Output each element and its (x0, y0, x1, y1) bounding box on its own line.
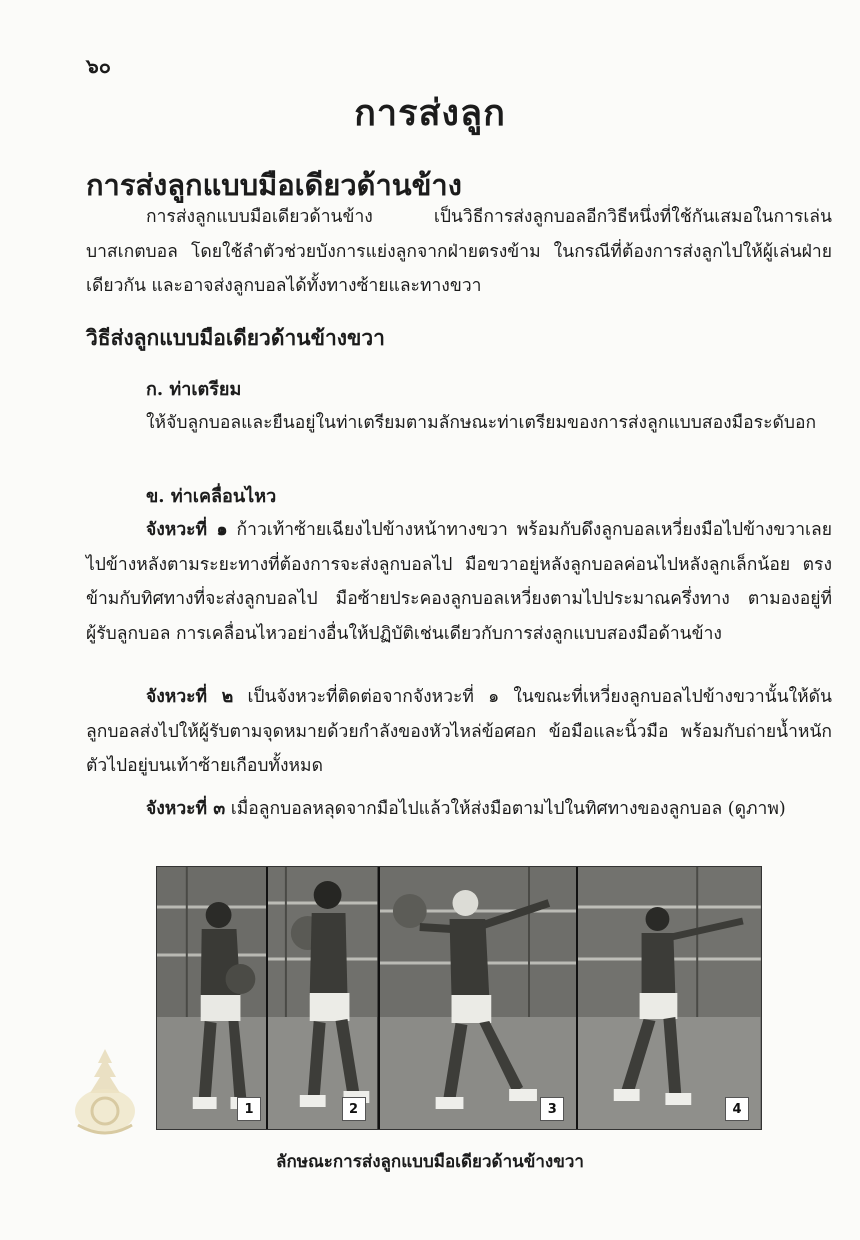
sub-heading: วิธีส่งลูกแบบมือเดียวด้านข้างขวา (86, 325, 385, 350)
photo-number-3: 3 (540, 1097, 564, 1121)
watermark-seal-icon (68, 1045, 142, 1137)
photo-number-4: 4 (725, 1097, 749, 1121)
beat-1-paragraph (86, 513, 832, 651)
photo-number-2: 2 (342, 1097, 366, 1121)
player-photo-1 (157, 867, 266, 1129)
beat-1-label: จังหวะที่ ๑ (146, 520, 228, 540)
photo-panel-1 (157, 867, 268, 1129)
page-title: การส่งลูก (354, 92, 506, 134)
beat-2-text: เป็นจังหวะที่ติดต่อจากจังหวะที่ ๑ ในขณะที่เหวี่ยงลูกบอลไปข้างขวานั้นให้ดันลูกบอลส่งไปให้ผู้รับตามจุดหมายด้วยกำลังของหัวไหล่ข้อศอก ข้อมือและนิ้วมือ พร้อมกับถ่ายน้ำหนักตัวไปอยู่บนเท้าซ้ายเกือบทั้งหมด (86, 687, 832, 776)
player-photo-4 (578, 867, 761, 1129)
photo-panel-2 (268, 867, 379, 1129)
section-heading: การส่งลูกแบบมือเดียวด้านข้าง (86, 168, 462, 202)
beat-2-label: จังหวะที่ ๒ (146, 687, 234, 707)
photo-panel-4 (578, 867, 761, 1129)
player-photo-3 (380, 867, 577, 1129)
photo-number-1: 1 (237, 1097, 261, 1121)
prep-heading: ก. ท่าเตรียม (146, 379, 242, 400)
player-photo-2 (268, 867, 377, 1129)
movement-heading: ข. ท่าเคลื่อนไหว (146, 486, 277, 507)
photo-panel-3 (380, 867, 579, 1129)
beat-3-label: จังหวะที่ ๓ (146, 799, 226, 819)
beat-2-paragraph (86, 680, 832, 784)
beat-1-text: ก้าวเท้าซ้ายเฉียงไปข้างหน้าทางขวา พร้อมกับดึงลูกบอลเหวี่ยงมือไปข้างขวาเลยไปข้างหลังตามระยะทางที่ต้องการจะส่งลูกบอลไป มือขวาอยู่หลังลูกบอลค่อนไปหลังลูกเล็กน้อย ตรงข้ามกับทิศทางที่จะส่งลูกบอลไป มือซ้ายประคองลูกบอลเหวี่ยงตามไปประมาณครึ่งทาง ตามองอยู่ที่ผู้รับลูกบอล การเคลื่อนไหวอย่างอื่นให้ปฏิบัติเช่นเดียวกับการส่งลูกแบบสองมือด้านข้าง (86, 520, 832, 644)
beat-3-text: เมื่อลูกบอลหลุดจากมือไปแล้วให้ส่งมือตามไปในทิศทางของลูกบอล (ดูภาพ) (230, 799, 786, 819)
photo-sequence (156, 866, 762, 1130)
page-number: ๖๐ (86, 54, 111, 78)
beat-3-paragraph (86, 792, 832, 827)
prep-paragraph: ให้จับลูกบอลและยืนอยู่ในท่าเตรียมตามลักษณะท่าเตรียมของการส่งลูกแบบสองมือระดับอก (146, 413, 817, 433)
photo-caption: ลักษณะการส่งลูกแบบมือเดียวด้านข้างขวา (276, 1152, 584, 1172)
intro-paragraph: การส่งลูกแบบมือเดียวด้านข้าง เป็นวิธีการส่งลูกบอลอีกวิธีหนึ่งที่ใช้กันเสมอในการเล่นบาสเกตบอล โดยใช้ลำตัวช่วยบังการแย่งลูกจากฝ่ายตรงข้าม ในกรณีที่ต้องการส่งลูกไปให้ผู้เล่นฝ่ายเดียวกัน และอาจส่งลูกบอลได้ทั้งทางซ้ายและทางขวา (86, 207, 832, 296)
